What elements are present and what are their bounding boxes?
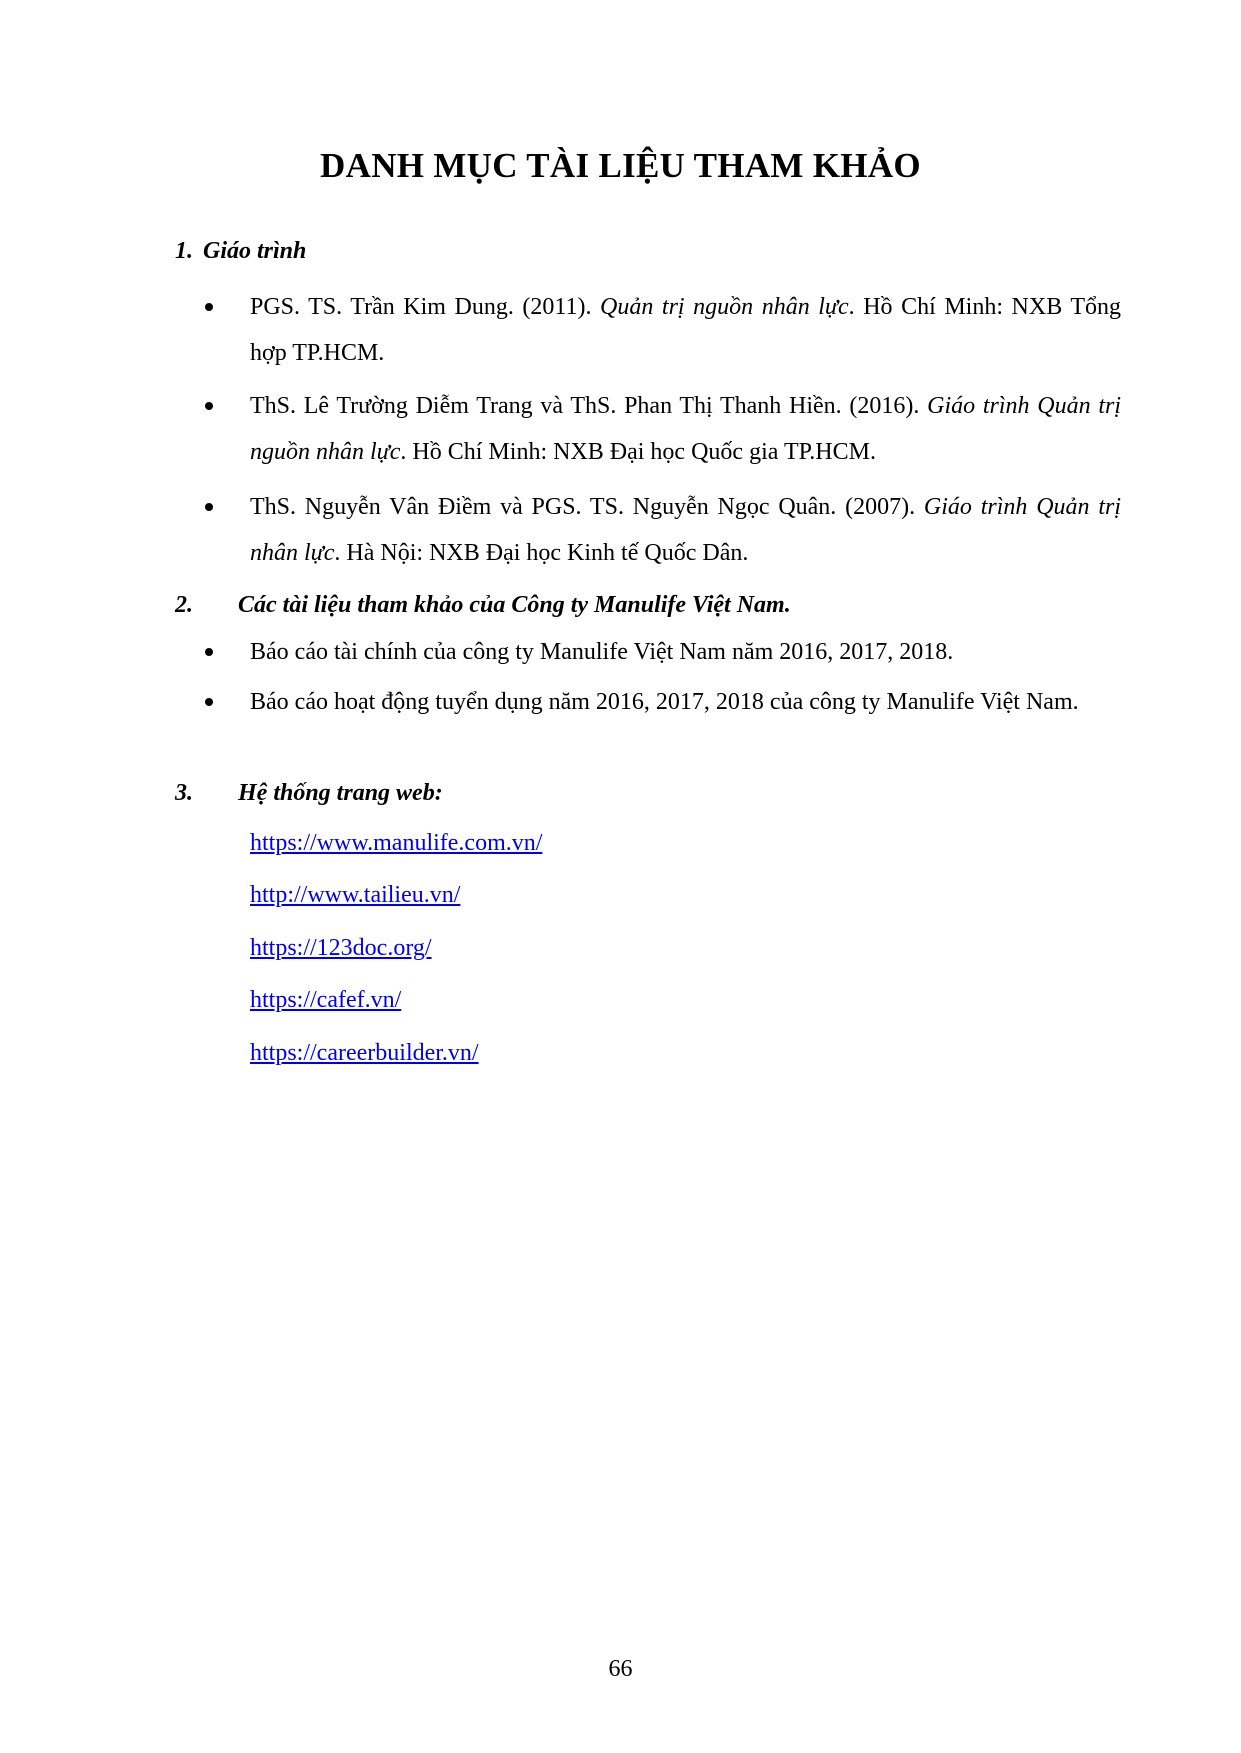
page-number: 66 — [608, 1656, 633, 1682]
website-link[interactable]: https://123doc.org/ — [250, 935, 432, 961]
document-page: DANH MỤC TÀI LIỆU THAM KHẢO 1. Giáo trình PGS. TS. Trần Kim Dung. (2011). Quản trị nguồn nhân lực. Hồ Chí Minh: NXB Tổng hợp TP.HCM. ThS. Lê Trường Diễm Trang và ThS. Phan Thị Thanh Hiền. (2016). Giáo trình Quản trị nguồn nhân lực. Hồ Chí Minh: NXB Đại học Quốc gia TP.HCM. ThS. Nguyễn Vân Điềm và PGS. TS. Nguyễn Ngọc Quân. (2007). Giáo trình Quản trị nhân lực. Hà Nội: NXB Đại học Kinh tế Quốc Dân. 2. Các tài liệu tham khảo của Công ty Manulife Việt Nam. Báo cáo tài chính của công ty Manulife Việt Nam năm 2016, 2017, 2018. Báo cáo hoạt động tuyển dụng năm 2016, 2017, 2018 của công ty Manulife Việt Nam. 3. Hệ thống trang web: https://www.manulife.com.vn/ http://www.tailieu.vn/ https://123doc.org/ https://cafef.vn/ https://careerbuilder.vn/ 66 — [0, 0, 1241, 1753]
page-title: DANH MỤC TÀI LIỆU THAM KHẢO — [320, 146, 921, 185]
website-link[interactable]: http://www.tailieu.vn/ — [250, 882, 461, 908]
bullet-icon — [205, 402, 213, 410]
section-number: 3. — [175, 780, 193, 806]
book-title: Quản trị nguồn nhân lực — [600, 294, 849, 320]
bullet-icon — [205, 648, 213, 656]
section-label: Các tài liệu tham khảo của Công ty Manulife Việt Nam. — [238, 592, 791, 618]
section-label: Hệ thống trang web: — [238, 780, 443, 806]
bullet-icon — [205, 303, 213, 311]
website-link[interactable]: https://careerbuilder.vn/ — [250, 1040, 479, 1066]
section-number: 1. — [175, 238, 193, 264]
website-link[interactable]: https://www.manulife.com.vn/ — [250, 830, 543, 856]
book-title: Giáo trình Quản trị nhân lực — [250, 494, 1122, 566]
section-number: 2. — [175, 592, 193, 618]
section-label: Giáo trình — [203, 238, 307, 264]
book-title: Giáo trình Quản trị nguồn nhân lực — [250, 393, 1121, 465]
bullet-icon — [205, 503, 213, 511]
website-link[interactable]: https://cafef.vn/ — [250, 987, 402, 1013]
bullet-icon — [205, 698, 213, 706]
